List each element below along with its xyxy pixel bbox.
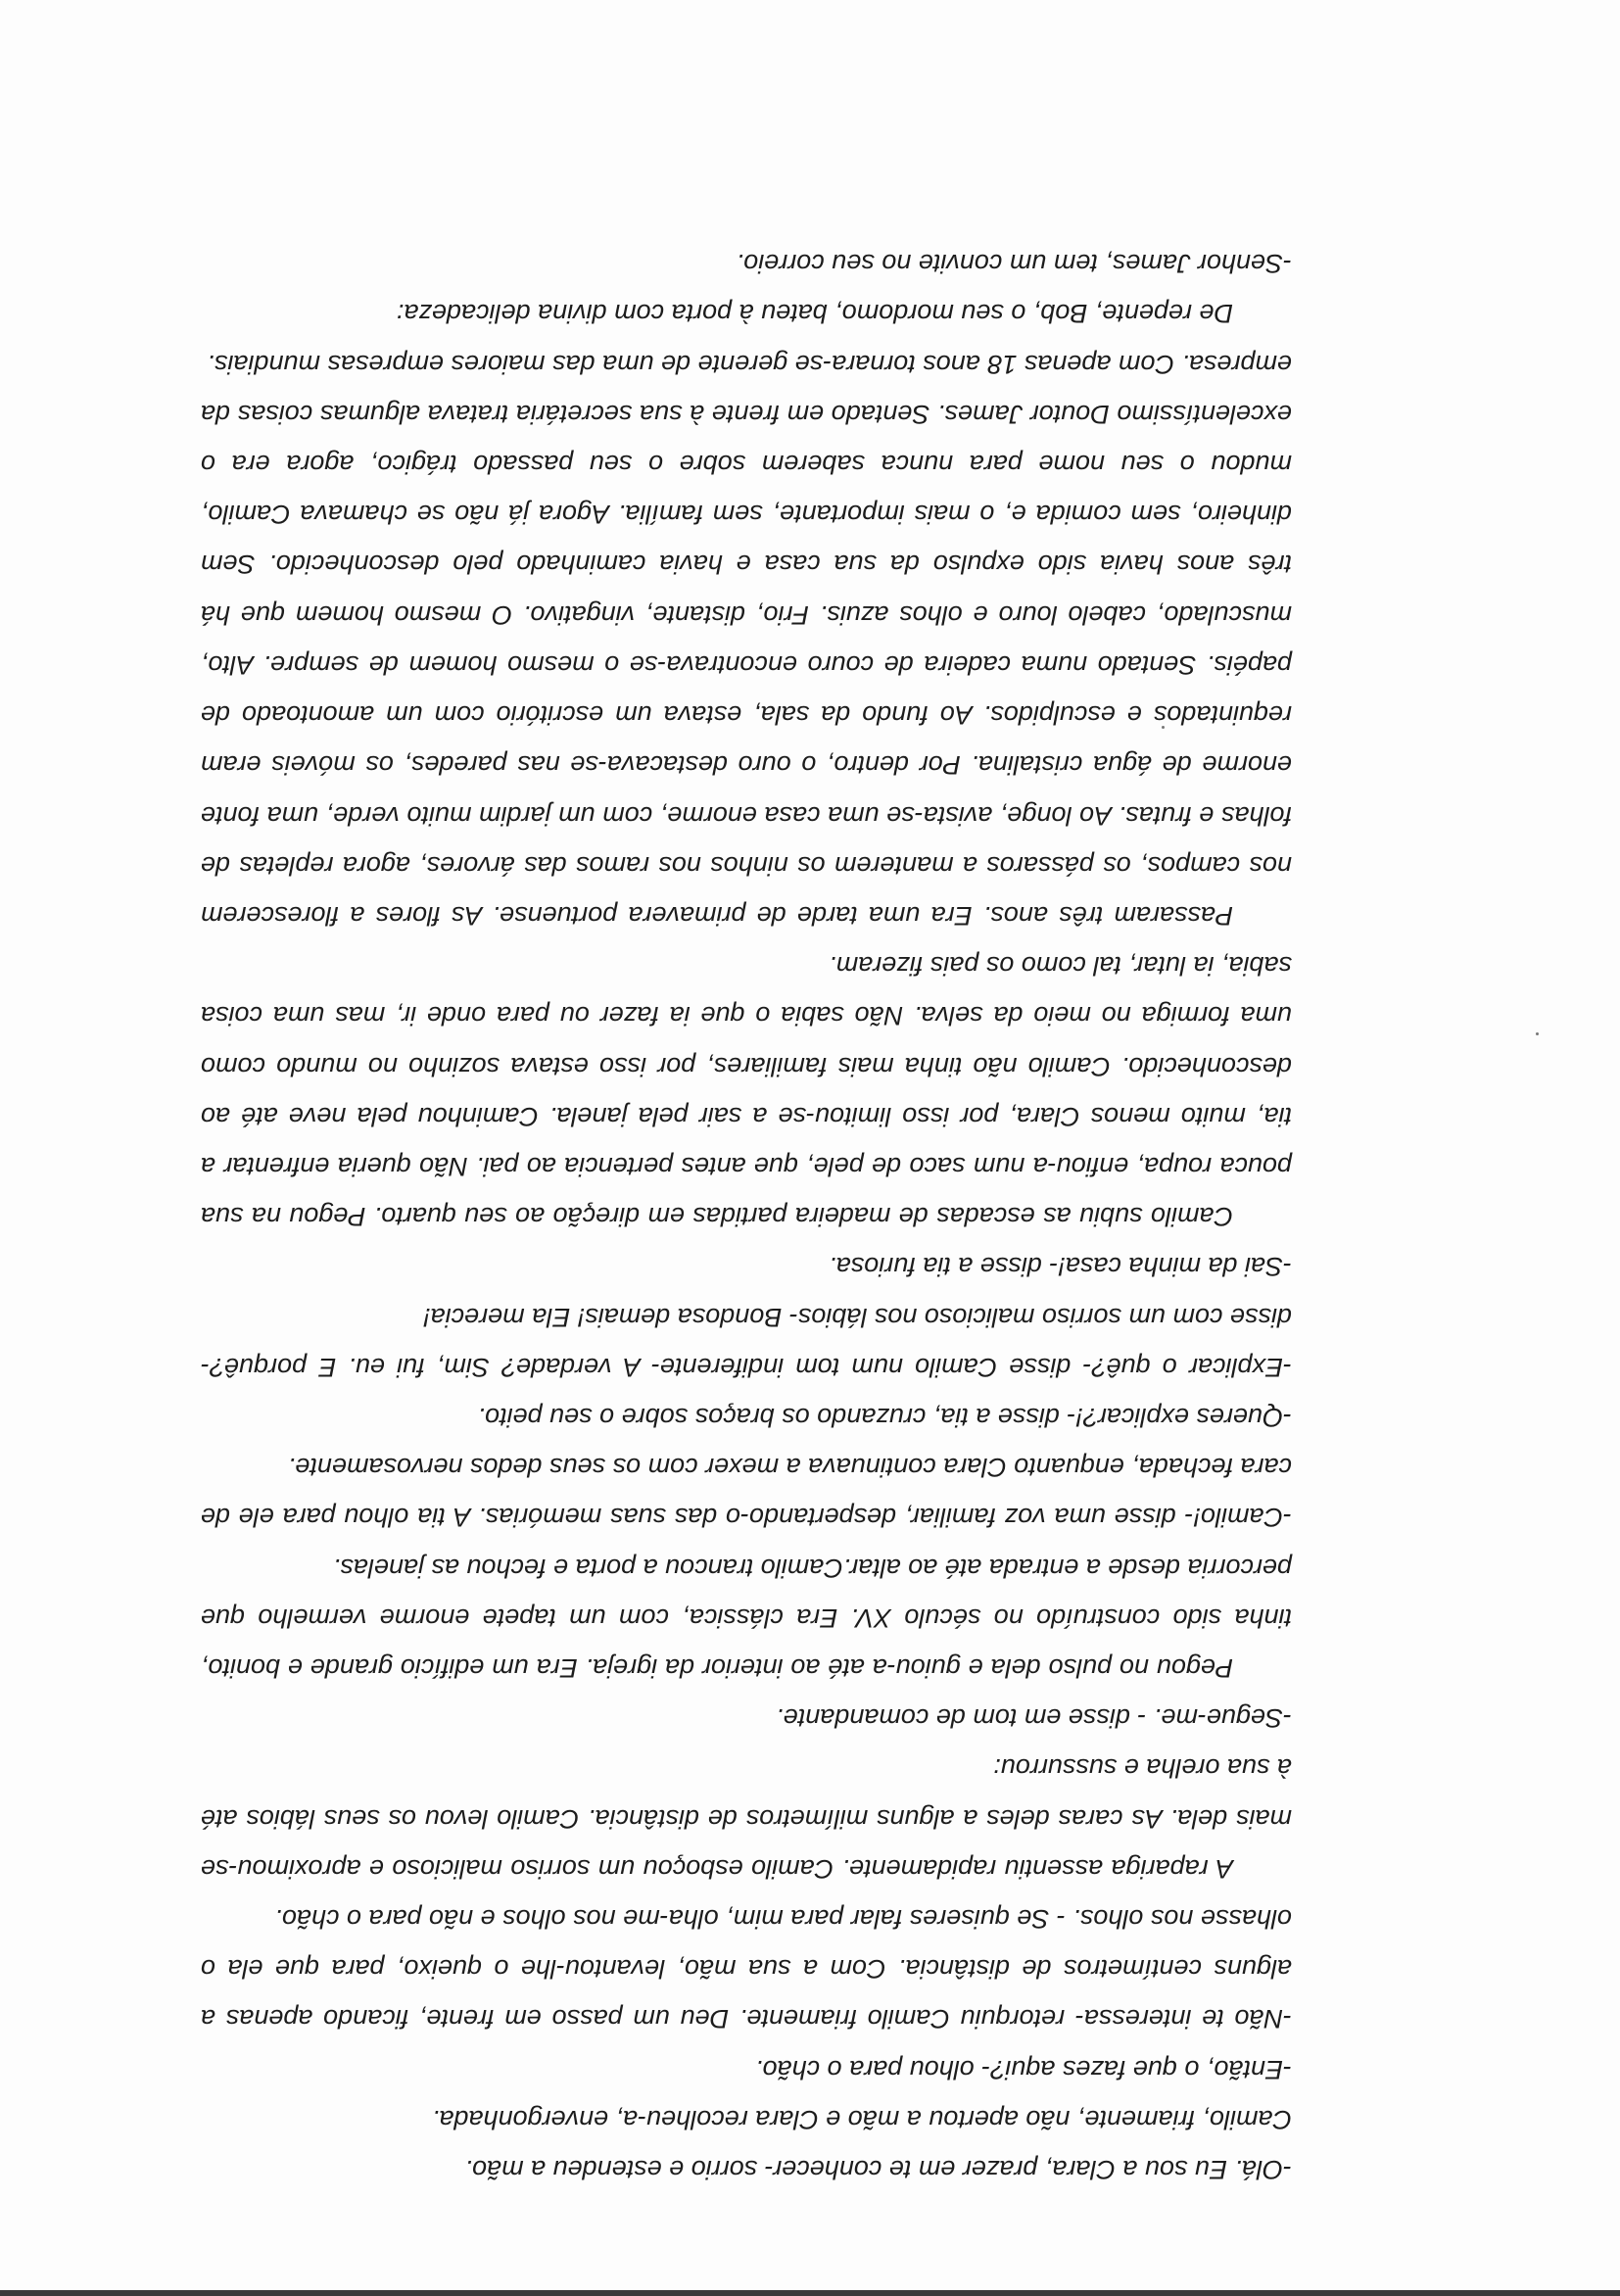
paragraph: Camilo, friamente, não apertou a mão e Clara recolheu-a, envergonhada. [431, 2104, 1292, 2134]
paragraph: -Explicar o quê?- disse Camilo num tom indiferente- A verdade? Sim, fui eu. E porquê?- disse com um sorriso malicioso nos lábios- Bondosa demais! Ela merecia! [201, 1302, 1292, 1382]
paragraph: -Não te interessa- retorquiu Camilo friamente. Deu um passo em frente, ficando apenas a alguns centímetros de distância. Com a sua mão, levantou-lhe o queixo, para que ela o olhasse nos olhos. - Se quiseres falar para mim, olha-me nos olhos e não para o chão. [201, 1903, 1292, 2034]
paragraph: -Segue-me. - disse em tom de comandante. [776, 1703, 1292, 1734]
paragraph: -Sai da minha casa!- disse a tia furiosa. [829, 1252, 1292, 1282]
paragraph: De repente, Bob, o seu mordomo, bateu à porta com divina delicadeza: [396, 299, 1233, 329]
paragraph: -Olá. Eu sou a Clara, prazer em te conhecer- sorrio e estendeu a mão. [464, 2155, 1292, 2184]
paragraph: -Queres explicar?!- disse a tia, cruzando os braços sobre o seu peito. [477, 1402, 1292, 1432]
paragraph: A rapariga assentiu rapidamente. Camilo esboçou um sorriso malicioso e aproximou-se mais dela. As caras deles a alguns milímetros de distância. Camilo levou os seus lábios até à sua orelha e sussurrou: [201, 1753, 1292, 1884]
scan-bottom-edge [0, 2290, 1620, 2296]
manuscript-text [201, 59, 1292, 2194]
paragraph: -Então, o que fazes aqui?- olhou para o chão. [755, 2054, 1292, 2084]
paragraph: Camilo subiu as escadas de madeira partidas em direção ao seu quarto. Pegou na sua pouca roupa, enfiou-a num saco de pele, que antes pertencia ao pai. Não queria enfrentar a tia, muito menos Clara, por isso limitou-se a sair pela janela. Caminhou pela neve até ao desconhecido. Camilo não tinha mais familiares, por isso estava sozinho no mundo como uma formiga no meio da selva. Não sabia o que ia fazer ou para onde ir, mas uma coisa sabia, ia lutar, tal como os pais fizeram. [201, 951, 1292, 1232]
scan-speck [1536, 1032, 1539, 1035]
paragraph: -Camilo!- disse uma voz familiar, despertando-o das suas memórias. A tia olhou para ele de cara fechada, enquanto Clara continuava a mexer com os seus dedos nervosamente. [201, 1453, 1292, 1533]
paragraph: -Senhor James, tem um convite no seu correio. [736, 249, 1292, 279]
paragraph: Pegou no pulso dela e guiou-a até ao interior da igreja. Era um edifício grande e bonito, tinha sido construído no século XV. Era clássica, com um tapete enorme vermelho que percorria desde a entrada até ao altar.Camilo trancou a porta e fechou as janelas. [201, 1553, 1292, 1683]
paragraph: Passaram três anos. Era uma tarde de primavera portuense. As flores a florescerem nos campos, os pássaros a manterem os ninhos nos ramos das árvores, agora repletas de folhas e frutas. Ao longe, avista-se uma casa enorme, com um jardim muito verde, uma fonte enorme de água cristalina. Por dentro, o ouro destacava-se nas paredes, os móveis eram requintados e esculpidos. Ao fundo da sala, estava um escritório com um amontoado de papéis. Sentado numa cadeira de couro encontrava-se o mesmo homem de sempre. Alto, musculado, cabelo louro e olhos azuis. Frio, distante, vingativo. O mesmo homem que há três anos havia sido expulso da sua casa e havia caminhado pelo desconhecido. Sem dinheiro, sem comida e, o mais importante, sem família. Agora já não se chamava Camilo, mudou o seu nome para nunca saberem sobre o seu passado trágico, agora era o excelentíssimo Doutor James. Sentado em frente à sua secretária tratava algumas coisas da empresa. Com apenas 18 anos tornara-se gerente de uma das maiores empresas mundiais. [201, 349, 1292, 931]
